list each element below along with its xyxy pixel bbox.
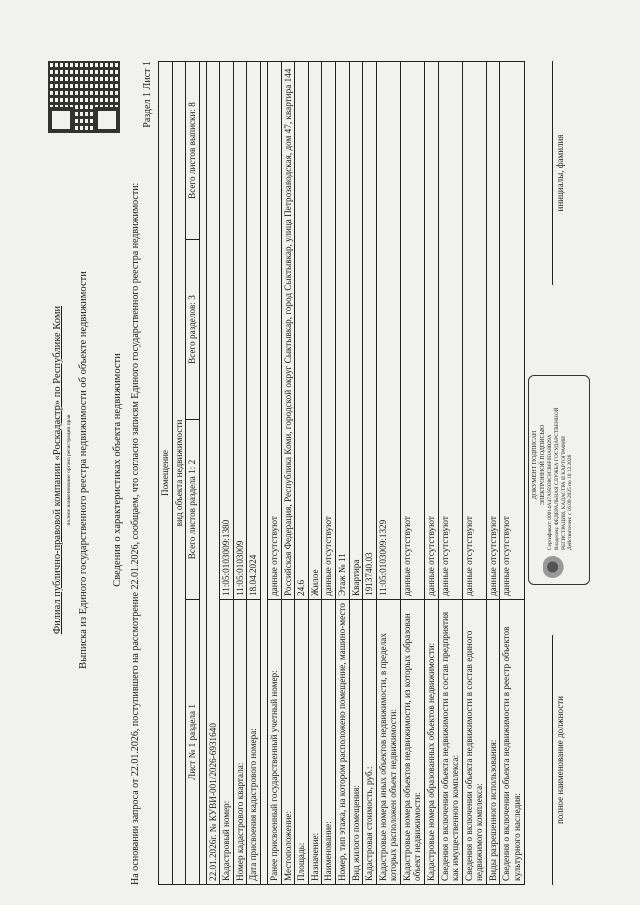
initials-caption: инициалы, фамилия: [555, 134, 565, 212]
row-value: 1913740.03: [363, 62, 377, 600]
signature-block: [526, 61, 596, 885]
stamp-certificate: Сертификат: 00014A47A95938C8CB6F0DA8B29A: [547, 434, 553, 550]
row-value: данные отсутствуют: [486, 62, 500, 600]
sheet-number: Лист № 1 раздела 1: [186, 600, 200, 885]
date-and-number: 22.01.2026г. № КУВИ-001/2026-6931640: [206, 62, 220, 885]
initials-line: [552, 61, 553, 285]
row-value: данные отсутствуют: [268, 62, 282, 600]
table-row: [363, 62, 377, 885]
row-label: Сведения о включении объекта недвижимости в состав предприятия как имущественного комплекса:: [438, 600, 462, 885]
section-title: Сведения о характеристиках объекта недвижимости: [112, 353, 123, 587]
row-label: Кадастровая стоимость, руб.:: [363, 600, 377, 885]
emblem-icon: [543, 556, 567, 578]
table-row: [500, 62, 524, 885]
row-value: данные отсутствуют: [438, 62, 462, 600]
table-row: [462, 62, 486, 885]
row-label: Номер кадастрового квартала:: [233, 600, 247, 885]
table-row: [486, 62, 500, 885]
stamp-title: ДОКУМЕНТ ПОДПИСАН: [532, 430, 538, 500]
table-row: [281, 62, 295, 885]
table-row: [400, 62, 424, 885]
table-row: [220, 62, 234, 885]
row-label: Кадастровые номера иных объектов недвижимости, в пределах которых расположен объект недвижимости:: [376, 600, 400, 885]
table-row: [376, 62, 400, 885]
row-label: Местоположение:: [281, 600, 295, 885]
table-row: [424, 62, 438, 885]
basis-text: На основании запроса от 22.01.2026, поступившего на рассмотрение 22.01.2026, сообщаем, что согласно записям Единого государственного реестра недвижимости:: [130, 182, 141, 885]
electronic-signature-stamp: [528, 375, 590, 585]
position-caption: полное наименование должности: [555, 696, 565, 824]
row-label: Кадастровый номер:: [220, 600, 234, 885]
characteristics-table: [158, 61, 525, 885]
row-label: Вид жилого помещения:: [349, 600, 363, 885]
row-value: данные отсутствуют: [322, 62, 336, 600]
row-value: данные отсутствуют: [500, 62, 524, 600]
row-value: Квартира: [349, 62, 363, 600]
table-row: [349, 62, 363, 885]
row-value: данные отсутствуют: [400, 62, 424, 600]
sheet-total: Всего листов раздела 1: 2: [186, 420, 200, 600]
table-row: [247, 62, 261, 885]
table-row: [335, 62, 349, 885]
organization-name: Филиал публично-правовой компании «Роскадастр» по Республике Коми: [52, 305, 63, 635]
row-label: Сведения о включении объекта недвижимости в состав единого недвижимого комплекса:: [462, 600, 486, 885]
row-label: Дата присвоения кадастрового номера:: [247, 600, 261, 885]
table-row: [233, 62, 247, 885]
object-type-label: вид объекта недвижимости: [172, 62, 186, 885]
row-value: Российская Федерация, Республика Коми, городской округ Сыктывкар, город Сыктывкар, улица Петрозаводская, дом 47, квартира 144: [281, 62, 295, 600]
stamp-owner: Владелец: ФЕДЕРАЛЬНАЯ СЛУЖБА ГОСУДАРСТВЕННОЙ РЕГИСТРАЦИИ, КАДАСТРА И КАРТОГРАФИИ: [553, 407, 567, 550]
rotated-page: [46, 55, 606, 885]
object-type-value: Помещение: [159, 62, 173, 885]
row-label: Назначение:: [308, 600, 322, 885]
row-label: Ранее присвоенный государственный учетный номер:: [268, 600, 282, 885]
row-value: данные отсутствуют: [424, 62, 438, 600]
row-value: 11:05:0103009:1380: [220, 62, 234, 600]
stamp-subtitle: ЭЛЕКТРОННОЙ ПОДПИСЬЮ: [539, 424, 546, 506]
row-label: Сведения о включении объекта недвижимости в реестр объектов культурного наследия:: [500, 600, 524, 885]
row-label: Площадь:: [295, 600, 309, 885]
statement-sheets-total: Всего листов выписки: 8: [186, 62, 200, 240]
section-sheet-label: Раздел 1 Лист 1: [142, 61, 153, 128]
document-title: Выписка из Единого государственного реестра недвижимости об объекте недвижимости: [78, 271, 89, 669]
row-label: Кадастровые номера объектов недвижимости, из которых образован объект недвижимости:: [400, 600, 424, 885]
row-label: Кадастровые номера образованных объектов недвижимости:: [424, 600, 438, 885]
row-value: 11:05:0103009:1329: [376, 62, 400, 600]
row-value: Жилое: [308, 62, 322, 600]
row-value: 18.04.2024: [247, 62, 261, 600]
row-value: 24.6: [295, 62, 309, 600]
row-label: Виды разрешенного использования:: [486, 600, 500, 885]
row-label: Наименование:: [322, 600, 336, 885]
row-value: данные отсутствуют: [462, 62, 486, 600]
table-row: [438, 62, 462, 885]
row-label: Номер, тип этажа, на котором расположено помещение, машино-место: [335, 600, 349, 885]
table-row: [295, 62, 309, 885]
row-value: Этаж № 11: [335, 62, 349, 600]
table-row: [268, 62, 282, 885]
position-line: [552, 635, 553, 885]
table-row: [308, 62, 322, 885]
organization-caption: полное наименование органа регистрации прав: [66, 414, 72, 526]
sections-total: Всего разделов: 3: [186, 240, 200, 420]
row-value: 11:05:0103009: [233, 62, 247, 600]
stamp-validity: Действителен: с 16.09.2025 по 10.12.2026: [567, 454, 574, 550]
table-row: [322, 62, 336, 885]
